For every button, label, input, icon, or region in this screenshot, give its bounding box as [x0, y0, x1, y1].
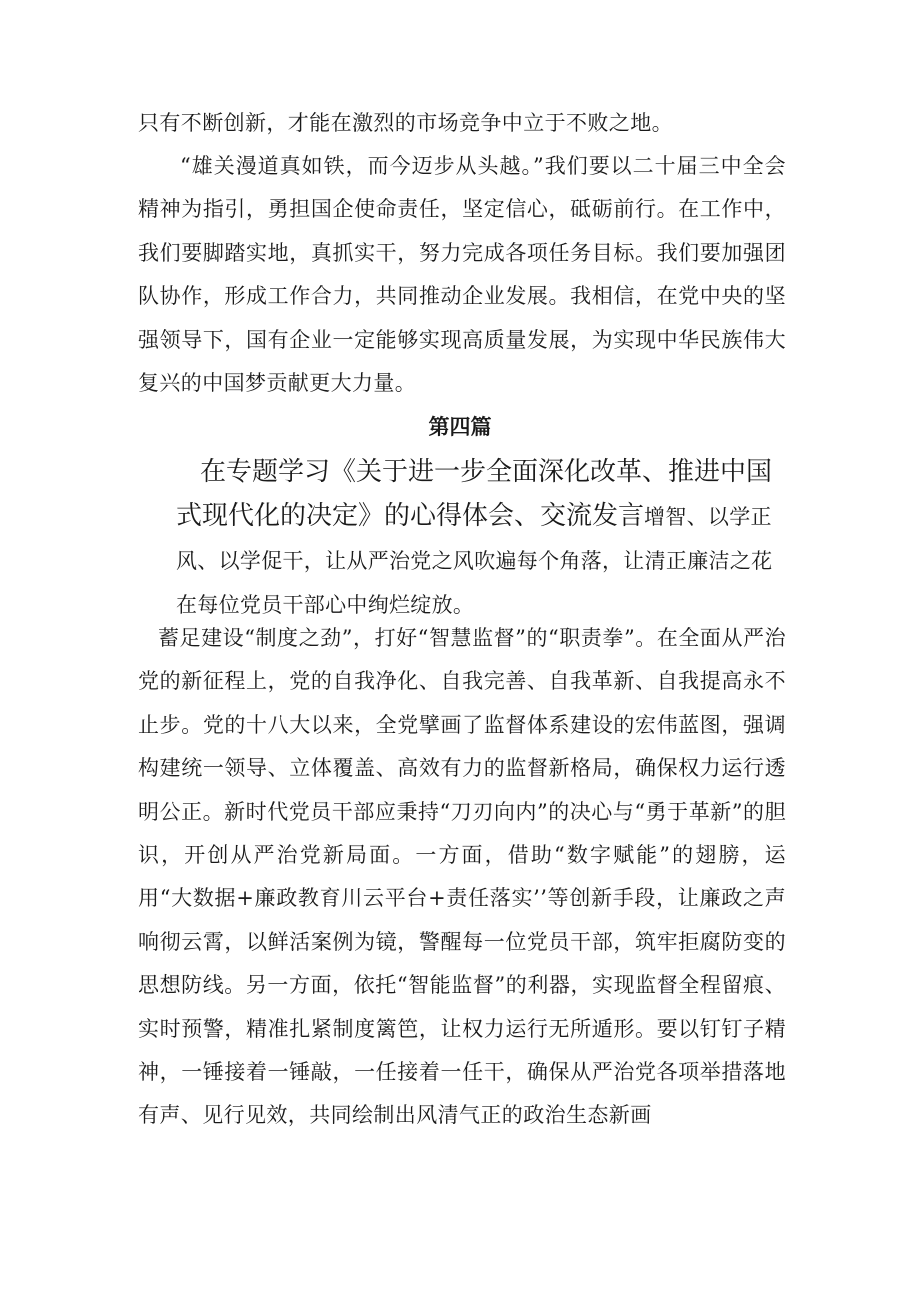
paragraph-innovation-closing: 只有不断创新，才能在激烈的市场竞争中立于不败之地。 [138, 111, 673, 135]
section-heading: 第四篇 [428, 415, 492, 439]
title-continuation-line-3: 在每位党员干部心中绚烂绽放。 [176, 593, 475, 617]
paragraph-forward-progress: “雄关漫道真如铁，而今迈步从头越。”我们要以二十届三中全会精神为指引，勇担国企使命责任，坚定信心，砥砺前行。在工作中，我们要脚踏实地，真抓实干，努力完成各项任务目标。我们要加强团队协作，形成工作合力，共同推动企业发展。我相信，在党中央的坚强领导下，国有企业一定能够实现高质量发展，为实现中华民族伟大复兴的中国梦贡献更大力量。 [138, 154, 786, 396]
paragraph-digital-supervision: 蓄足建设“制度之劲”，打好“智慧监督”的“职责拳”。在全面从严治党的新征程上，党的自我净化、自我完善、自我革新、自我提高永不止步。党的十八大以来，全党擘画了监督体系建设的宏伟蓝图，强调构建统一领导、立体覆盖、高效有力的监督新格局，确保权力运行透明公正。新时代党员干部应秉持“刀刃向内”的决心与“勇于革新”的胆识，开创从严治党新局面。一方面，借助“数字赋能”的翅膀，运用“大数据+廉政教育川云平台+责任落实’’等创新手段，让廉政之声响彻云霄，以鲜活案例为镜，警醒每一位党员干部，筑牢拒腐防变的思想防线。另一方面，依托“智能监督”的利器，实现监督全程留痕、实时预警，精准扎紧制度篱笆，让权力运行无所遁形。要以钉钉子精神，一锤接着一锤敲，一任接着一任干，确保从严治党各项举措落地有声、见行见效，共同绘制出风清气正的政治生态新画 [138, 626, 786, 1128]
article-title-block [138, 450, 786, 627]
article-title-line-1: 在专题学习《关于进一步全面深化改革、推进中国 [200, 457, 773, 487]
title-continuation-inline: 增智、以学正 [644, 505, 772, 529]
title-continuation-line-2: 风、以学促干，让从严治党之风吹遍每个角落，让清正廉洁之花 [176, 549, 773, 573]
article-title-line-2: 式现代化的决定》的心得体会、交流发言 [176, 501, 645, 531]
